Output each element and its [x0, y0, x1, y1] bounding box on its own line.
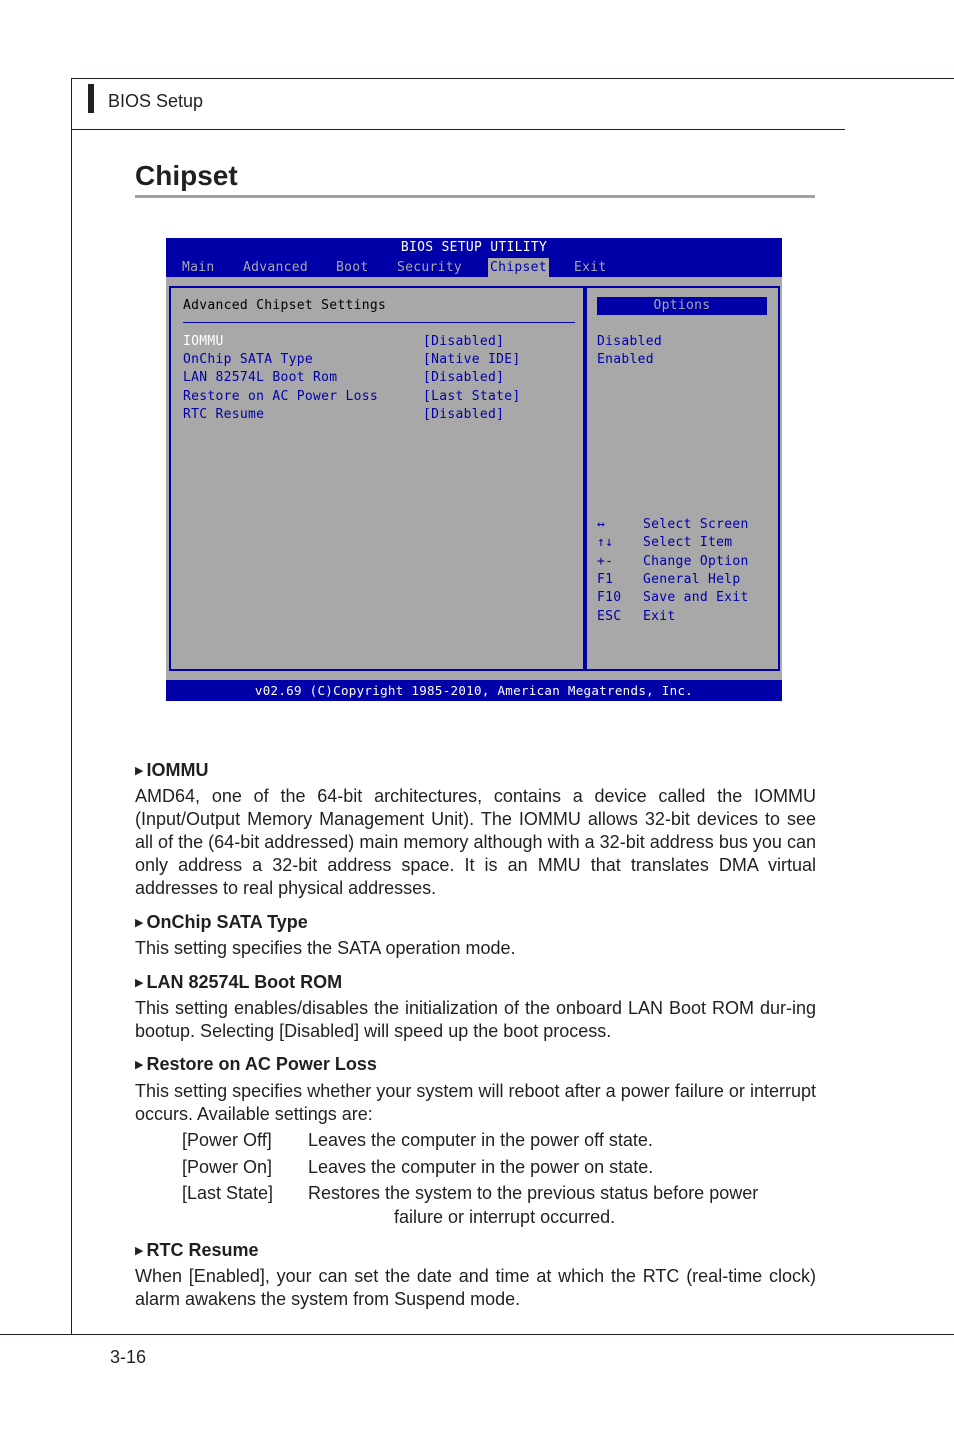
left-right-arrow-icon: ↔: [597, 517, 606, 532]
bios-screenshot: [166, 238, 782, 701]
key-hint-desc: Save and Exit: [643, 590, 749, 605]
setting-label: Restore on AC Power Loss: [183, 389, 379, 404]
bios-setting-rtc-resume[interactable]: [183, 406, 583, 424]
header-bar-marker: [88, 84, 94, 113]
page-number: 3-16: [110, 1347, 147, 1367]
key-hint-desc: Select Item: [643, 535, 733, 550]
key-hint-save-exit: [597, 589, 777, 607]
heading-text: OnChip SATA Type: [146, 912, 308, 932]
key-hint-select-screen: [597, 516, 777, 534]
key-hint-desc: General Help: [643, 572, 741, 587]
setting-label: OnChip SATA Type: [183, 352, 314, 367]
page-frame-bottom-line: [0, 1334, 954, 1335]
bios-setting-iommu[interactable]: [183, 333, 583, 351]
bios-setting-restore-ac-power[interactable]: [183, 388, 583, 406]
setting-label: RTC Resume: [183, 407, 265, 422]
key-hint-select-item: [597, 534, 777, 552]
section-heading-rtc-resume: [135, 1240, 259, 1261]
bios-menu-main[interactable]: Main: [182, 260, 215, 275]
setting-value[interactable]: [Disabled]: [423, 334, 505, 349]
page-frame-top-line: [71, 78, 954, 79]
bios-menu-chipset[interactable]: Chipset: [490, 260, 547, 275]
bios-settings-panel: [169, 286, 585, 671]
triangle-bullet-icon: ▶: [135, 1245, 144, 1257]
key-hint-key: F1: [597, 572, 614, 587]
bios-setting-onchip-sata-type[interactable]: [183, 351, 583, 369]
section-heading-restore-ac: [135, 1054, 377, 1075]
key-hint-exit: [597, 608, 777, 626]
section-heading-onchip-sata: [135, 912, 308, 933]
key-hint-change-option: [597, 553, 777, 571]
bios-menu-boot[interactable]: Boot: [336, 260, 369, 275]
section-body-rtc-resume: When [Enabled], your can set the date and time at which the RTC (real-time clock) alarm awakens the system from Suspend mode.: [135, 1266, 816, 1309]
section-body-onchip-sata: This setting specifies the SATA operation mode.: [135, 938, 516, 958]
section-body-lan-boot-rom: This setting enables/disables the initialization of the onboard LAN Boot ROM dur-ing bootup. Selecting [Disabled] will speed up the boot process.: [135, 998, 816, 1041]
option-key: [Power Off]: [182, 1130, 272, 1150]
up-down-arrow-icon: ↑↓: [597, 535, 614, 550]
setting-label: IOMMU: [183, 334, 224, 349]
key-hint-key: F10: [597, 590, 622, 605]
title-rule: [135, 195, 815, 198]
bios-menu-exit[interactable]: Exit: [574, 260, 607, 275]
bios-section-rule: [183, 322, 575, 323]
triangle-bullet-icon: ▶: [135, 977, 144, 989]
option-desc: Leaves the computer in the power on state.: [308, 1157, 654, 1177]
options-header: Options: [597, 297, 767, 315]
bios-title: BIOS SETUP UTILITY: [166, 238, 782, 258]
running-header: BIOS Setup: [108, 91, 204, 111]
section-heading-iommu: [135, 760, 208, 781]
bios-menu-bar: [166, 258, 782, 277]
heading-text: Restore on AC Power Loss: [146, 1054, 377, 1074]
option-desc-continuation: failure or interrupt occurred.: [394, 1207, 616, 1227]
option-key: [Power On]: [182, 1157, 273, 1177]
setting-value[interactable]: [Disabled]: [423, 370, 505, 385]
option-desc: Restores the system to the previous status before power: [308, 1183, 759, 1203]
bios-menu-security[interactable]: Security: [397, 260, 463, 275]
page-frame-left-line: [71, 78, 72, 1335]
section-body-restore-ac: This setting specifies whether your system will reboot after a power failure or interrupt occurs. Available settings are:: [135, 1081, 816, 1124]
triangle-bullet-icon: ▶: [135, 765, 144, 777]
option-enabled[interactable]: Enabled: [597, 352, 654, 367]
setting-value[interactable]: [Disabled]: [423, 407, 505, 422]
heading-text: RTC Resume: [146, 1240, 259, 1260]
header-underline: [71, 129, 845, 130]
bios-section-title: Advanced Chipset Settings: [183, 298, 387, 313]
option-disabled[interactable]: Disabled: [597, 334, 663, 349]
section-body-iommu: AMD64, one of the 64-bit architectures, contains a device called the IOMMU (Input/Output Memory Management Unit). The IOMMU allows 32-bit devices to see all of the (64-bit addressed) main memory although with a 32-bit address bus you can only address a 32-bit address space. It is an MMU that translates DMA virtual addresses to real physical addresses.: [135, 786, 816, 898]
bios-copyright-footer: v02.69 (C)Copyright 1985-2010, American Megatrends, Inc.: [166, 680, 782, 701]
setting-value[interactable]: [Native IDE]: [423, 352, 521, 367]
heading-text: IOMMU: [146, 760, 209, 780]
setting-value[interactable]: [Last State]: [423, 389, 521, 404]
section-heading-lan-boot-rom: [135, 972, 342, 993]
setting-label: LAN 82574L Boot Rom: [183, 370, 338, 385]
key-hint-key: +-: [597, 554, 614, 569]
option-key: [Last State]: [182, 1183, 274, 1203]
key-hint-key: ESC: [597, 609, 622, 624]
page-title: Chipset: [135, 160, 238, 191]
bios-help-panel: [585, 286, 780, 671]
triangle-bullet-icon: ▶: [135, 1059, 144, 1071]
key-hint-desc: Exit: [643, 609, 676, 624]
triangle-bullet-icon: ▶: [135, 917, 144, 929]
key-hint-desc: Change Option: [643, 554, 749, 569]
option-desc: Leaves the computer in the power off state.: [308, 1130, 653, 1150]
key-hint-desc: Select Screen: [643, 517, 749, 532]
bios-menu-advanced[interactable]: Advanced: [243, 260, 309, 275]
bios-setting-lan-boot-rom[interactable]: [183, 369, 583, 387]
key-hint-general-help: [597, 571, 777, 589]
heading-text: LAN 82574L Boot ROM: [146, 972, 343, 992]
